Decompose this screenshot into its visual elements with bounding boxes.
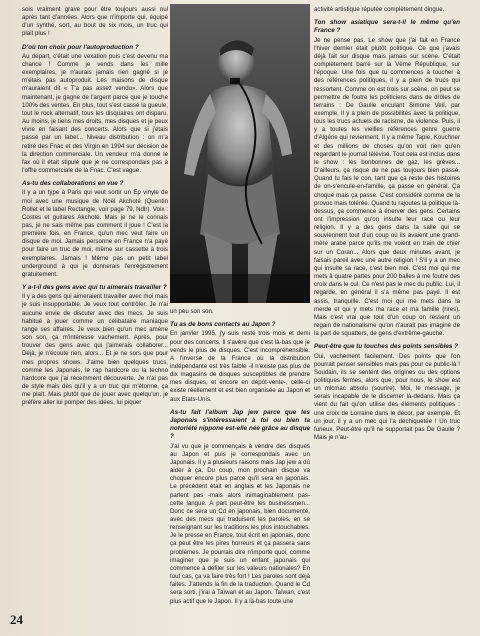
paragraph: activité artistique réputée complètement dingue.: [314, 6, 445, 13]
page-number: 24: [10, 612, 23, 627]
interview-question: Tu as de bons contacts au Japon ?: [170, 321, 276, 329]
paragraph: Il y a un type à Paris qui veut sortir un Ep vinyle de moi avec une musique de Noël Akchoté (Quentin Rollet et le label Rectangle, voir page 79, Ndlr). Voix : Costes et guitares Akchoté. Mais je ne le connais pas, je ne sais même pas comment il joue ! C'est la première fois, en France, qu'un mec veut faire un disque de moi. Jamais personne en France n'a payé pour faire un truc de moi, même sur cassette à trois exemplaires. Jamais ! Même pas un petit label underground à qui je donnerais l'enregistrement gratuitement.: [22, 189, 168, 278]
paragraph: J'ai vu que je commençais à vendre des disques au Japon et puis je correspondais avec un Japonais. Il y a plusieurs raisons mais Jap jew a dû aider à ça. Du coup, mon prochain disque va choquer encore plus parce qu'il sera en japonais. Le précédent était en anglais et les Japonais ne parlent pas -mais alors inimaginablement pas- cette langue. A part peut-être les businessmen... Donc ce sera un Cd en japonais, bien documenté, avec des mecs qui traduisent les paroles, en se renseignant sur les traditions les plus intouchables. Je le presse en France, tout écrit en japonais, donc ça peut être les pires horreurs et ça passera sans problèmes. Je pourrais dire n'importe quoi, comme imaginer que je suis un enfant japonais qui commence à défiler sur les valeurs nationales? En tout cas, ça va faire très fort ! Les paroles sont déjà faites. J'attends la fin de la traduction. Quand le Cd sera sorti, j'irai à Taïwan et au Japon. Taïwan, c'est plus actif que le Japon. Il y a là-bas toute une: [170, 442, 310, 605]
interview-question: As-tu des collaborations en vue ?: [22, 180, 124, 188]
paragraph: Il y a des gens qui aimeraient travailler avec moi mais je suis insupportable. Je veux tout contrôler. Je n'ai aucune envie de discuter avec des mecs. Je suis habitué à jouer comme un célibataire maniaque range ses affaires. Je veux bien qu'un mec amène son son, ça m'intéresse vachement. Après, pour trouver des gens avec qui j'aimerais collaborer... Déjà, je n'écoute rien, alors... Et je ne sors que pour mes propres shows. J'aime bien quelques trucs, comme les Japonais, le rap hardcore ou la techno hardcore que j'ai récemment découverte. Je n'ai pas de style mais dès qu'il y a un truc qui m'étonne, ça me plaît. Mais plutôt que de jouer avec quelqu'un, je préfère aller lui pomper des idées, lui piquer: [22, 293, 168, 407]
text-column-1: [22, 6, 168, 407]
performer-photo: [170, 4, 310, 303]
paragraph: Au départ, c'était une vexation puis c'est devenu ma chance ! Comme je vends dans les mille exemplaires, je n'aurais jamais rien gagné si je m'étais pas autoproduit. Les maisons de disque m'auraient dit « T'a pas assez vendu». Alors que maintenant, je gagne de l'argent parce que je touche 100% des ventes. En plus, tout s'est cassé la gueule, tout le rock alternatif, tous les disquaires ont disparu. Au moins, je tiens mes droits, mes disques et je peux vivre en faisant des concerts. Alors que si j'étais passé par un label... Niveau distribution : on m'a retiré des Fnac et des Virgin en 1994 sur décision de la direction commerciale. Un vendeur m'a donné le fax où il était stipulé que je ne correspondais pas à l'offre commerciale de la Fnac. C'est vague.: [22, 52, 168, 175]
interview-question: Ton show asiatique sera-t-il le même qu'en France ?: [314, 19, 460, 35]
performer-photo-illustration: [170, 4, 310, 303]
interview-question: Peut-être que tu touches des points sensibles ?: [314, 343, 459, 351]
paragraph: Oui, vachement facilement. Des points que l'on pourrait penser sensibles mais pas pour ce public-là ! Soudain, ils se sentent des origines ou des options politiques fermes, alors que, pour nous, le show est un micmac absolu (sourire). Moi, le message, je serais incapable de le discerner là-dedans. Mais ça vient du fait qu'on utilise des éléments politiques : une croix de Lorraine dans le décor, par exemple. Et un jour, il y a un mec qui l'a déchiquetée ! Un truc furieux. Peut-être qu'il ne supportait pas De Gaulle ? Mais je n'au-: [314, 352, 460, 442]
interview-question: As-tu fait l'album Jap jew parce que les Japonais s'intéressaient à toi ou bien ta notoriété nippone est-elle née grâce au disque ?: [170, 408, 310, 441]
interview-question: D'où ton choix pour l'autoproduction ?: [22, 43, 139, 51]
paragraph: un peu son son.: [170, 308, 214, 315]
paragraph: sois vraiment grave pour être toujours aussi nul après tant d'années. Alors que n'importe qui, équipé d'un synthé, sort, au bout de six mois, un truc qui plait plus !: [22, 6, 168, 38]
paragraph: En janvier 1995, j'y suis resté trois mois et demi pour des concerts. Il s'avère que c'est là-bas que je vends le plus de disques. C'est incompréhensible. A l'inverse de la France où la distribution indépendante est très faible -il n'existe pas plus de dix magasins de disques susceptibles de prendre mes disques, et encore en dépôt-vente-, celle-ci existe réellement et est bien organisée au Japon et aux Etats-Unis.: [170, 330, 310, 403]
text-column-2: [170, 308, 310, 606]
text-column-3: [314, 6, 460, 442]
paragraph: Je ne pense pas. Le show que j'ai fait en France l'hiver dernier était plutôt politique. Ce que j'avais déjà fait sur disque mais jamais sur scène. C'était complètement barré sur la Vème République, sur l'époque. Une fois que tu commences à toucher à des références politiques, il y a plein de trucs qui ressortent. Comme on est trois sur scène, on peut se permettre de foutre les politiciens dans de drôles de terrains : De Gaulle enculant Simone Veil, par exemple. Il y a plein de possibilités avec la politique, tous les trucs actuels de racisme, de violence. Puis, il y a toutes les vieilles références genre guerre d'Algérie qui reviennent. Il y a même Tapie, Kouchner et des millions de choses qu'on voit rien qu'en regardant le journal télévisé. Tout cela est inclus dans le show : les bonbonnes de gaz, les grèves... D'ailleurs, ça risque de ne pas toujours bien passé. Quand tu fais le con, tant que ça reste des histoires de on-s'encule-en-famille, ça passe en général. Ça choque mais ça passe. C'est considéré comme de la provoc mais tolérée. Quand tu rajoutes la politique là-dessus, ça commence à énerver des gens. Certains ont l'impression qu'on insulte leur race ou leur religion. Il y a des gens dans la salle qui se souviennent tout d'un coup où ils avaient une grand-mère arabe parce qu'ils me voient en train de chier sur un Coran... Alors que deux minutes avant, je faisais pareil avec une autre religion ! S'il y a un mec qui insulte sa race, c'est bien moi. C'est moi qui me mets à quatre pattes pour 200 balles à me foutre des croix dans le cul. Ce n'est pas le mec du public. Lui, il regarde, en général il s'a même pas payé. Il est assis, tranquille. C'est moi qui me mets dans la merde et qui y mets ma race et ma famille (rires). Mais c'est vrai que tout d'un coup on ressent un regain de nationalisme qu'on n'aurait pas imaginé de la part de squatters, de gens d'extrême-gauche.: [314, 36, 460, 338]
interview-question: Y a-t-il des gens avec qui tu aimerais travailler ?: [22, 284, 167, 292]
